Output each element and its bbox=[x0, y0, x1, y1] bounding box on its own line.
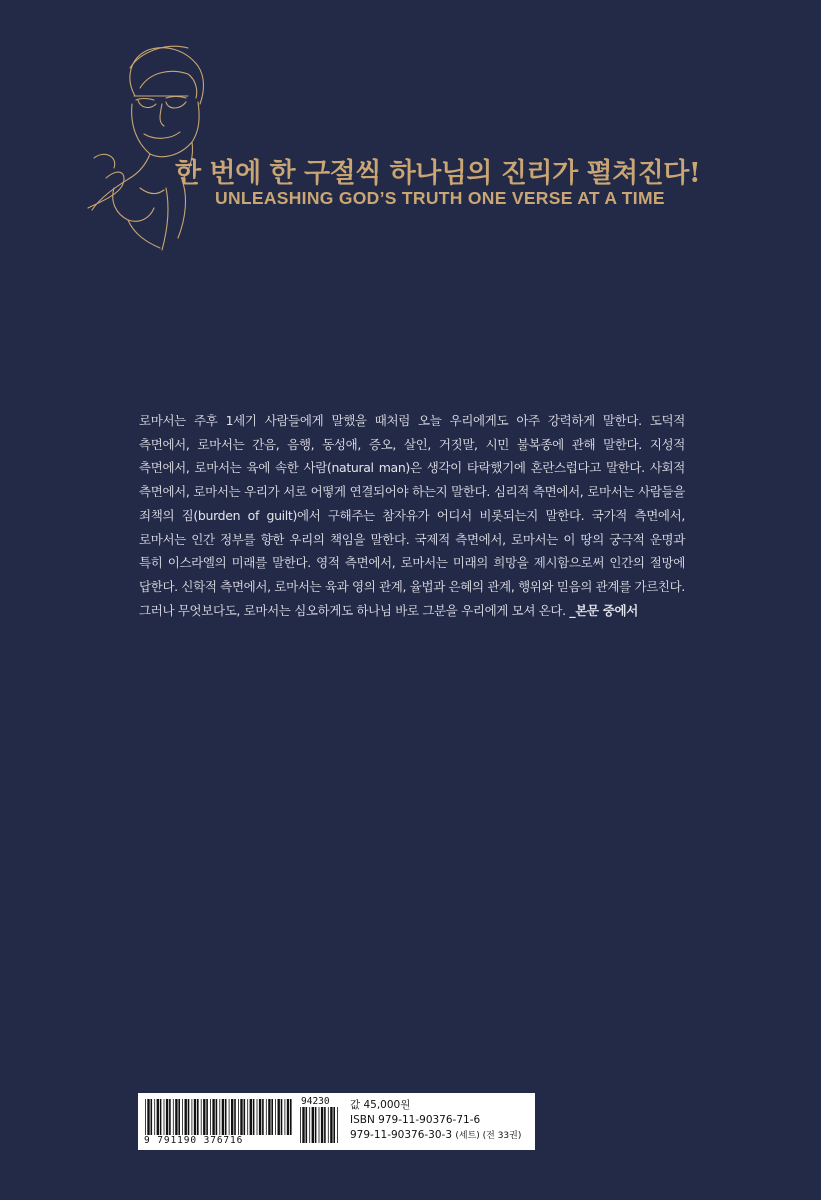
price: 값 45,000원 bbox=[350, 1099, 411, 1111]
book-excerpt bbox=[139, 409, 685, 622]
barcode-digits: 9 791190 376716 bbox=[144, 1135, 244, 1146]
ean-barcode bbox=[145, 1099, 293, 1135]
headline-english: UNLEASHING GOD’S TRUTH ONE VERSE AT A TIME bbox=[215, 188, 665, 208]
isbn-line-2: 979-11-90376-30-3 bbox=[350, 1129, 453, 1141]
isbn-barcode-box bbox=[138, 1093, 535, 1150]
author-sketch-illustration bbox=[70, 38, 220, 258]
set-note: (세트) (전 33권) bbox=[455, 1131, 522, 1141]
price-isbn-block bbox=[350, 1098, 521, 1144]
isbn-line-1: ISBN 979-11-90376-71-6 bbox=[350, 1114, 481, 1126]
addon-barcode bbox=[300, 1107, 340, 1143]
excerpt-source: _본문 중에서 bbox=[569, 602, 638, 618]
excerpt-body: 로마서는 주후 1세기 사람들에게 말했을 때처럼 오늘 우리에게도 아주 강력하게 말한다. 도덕적 측면에서, 로마서는 간음, 음행, 동성애, 증오, 살인, 거짓말, 시민 불복종에 관해 말한다. 지성적 측면에서, 로마서는 육에 속한 사람(natural man)은 생각이 타락했기에 혼란스럽다고 말한다. 사회적 측면에서, 로마서는 우리가 서로 어떻게 연결되어야 하는지 말한다. 심리적 측면에서, 로마서는 사람들을 죄책의 짐(burden of guilt)에서 구해주는 참자유가 어디서 비롯되는지 말한다. 국가적 측면에서, 로마서는 인간 정부를 향한 우리의 책임을 말한다. 국제적 측면에서, 로마서는 이 땅의 궁극적 운명과 특히 이스라엘의 미래를 말한다. 영적 측면에서, 로마서는 미래의 희망을 제시함으로써 인간의 절망에 답한다. 신학적 측면에서, 로마서는 육과 영의 관계, 율법과 은혜의 관계, 행위와 믿음의 관계를 가르친다. 그러나 무엇보다도, 로마서는 심오하게도 하나님 바로 그분을 우리에게 모셔 온다. bbox=[139, 413, 685, 618]
headline-korean: 한 번에 한 구절씩 하나님의 진리가 펼쳐진다! bbox=[175, 158, 701, 189]
addon-code: 94230 bbox=[301, 1096, 330, 1107]
